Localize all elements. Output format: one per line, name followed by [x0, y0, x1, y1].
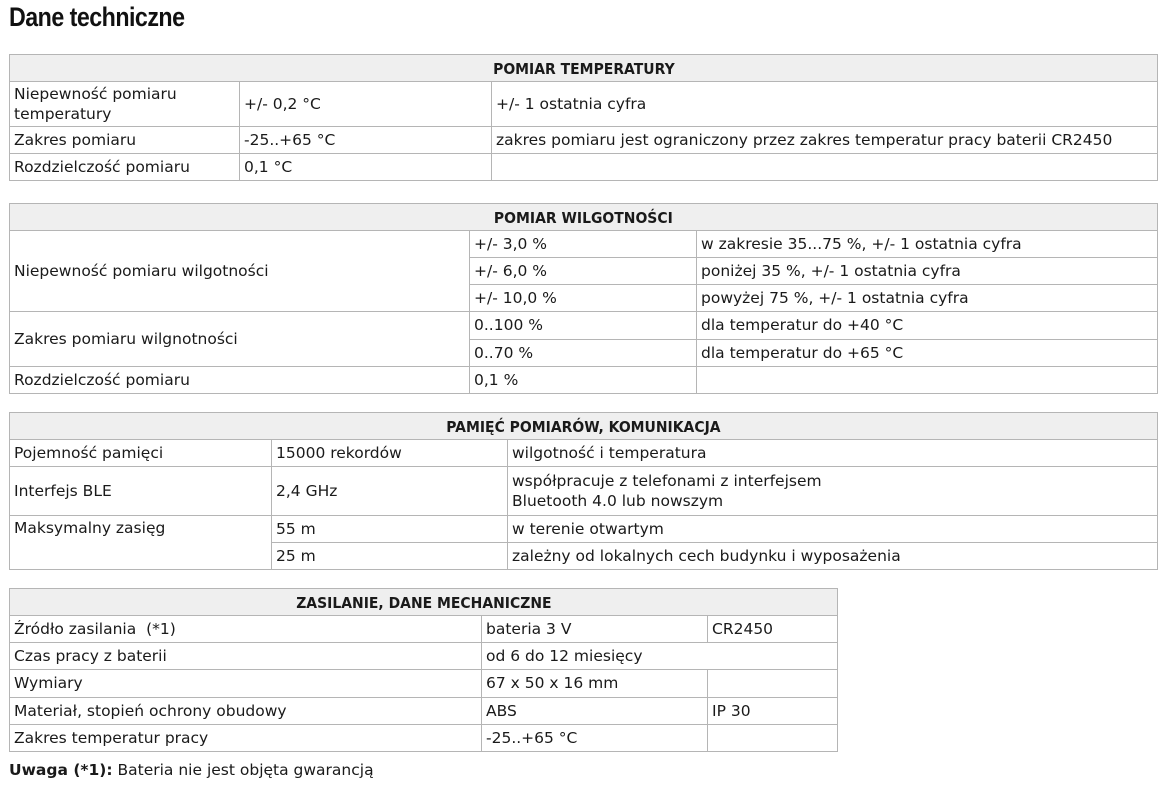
row-note: w zakresie 35...75 %, +/- 1 ostatnia cyfra [697, 231, 1158, 258]
row-value: 0,1 % [470, 367, 697, 394]
row-label: Maksymalny zasięg [10, 516, 272, 570]
row-label: Zakres pomiaru [10, 127, 240, 154]
humidity-table [9, 203, 1158, 394]
table-row [10, 516, 1158, 543]
footnote-text: Bateria nie jest objęta gwarancją [112, 761, 374, 779]
row-note [697, 367, 1158, 394]
row-label: Czas pracy z baterii [10, 643, 482, 670]
row-value: 55 m [272, 516, 508, 543]
row-label: Wymiary [10, 670, 482, 698]
row-value: +/- 6,0 % [470, 258, 697, 285]
table-row [10, 231, 1158, 258]
row-value: +/- 10,0 % [470, 285, 697, 312]
row-value: od 6 do 12 miesięcy [482, 643, 838, 670]
row-label: Pojemność pamięci [10, 440, 272, 467]
table-header: PAMIĘĆ POMIARÓW, KOMUNIKACJA [10, 413, 1158, 440]
row-note: poniżej 35 %, +/- 1 ostatnia cyfra [697, 258, 1158, 285]
row-note: zależny od lokalnych cech budynku i wyposażenia [508, 543, 1158, 570]
table-row [10, 670, 838, 698]
page-title: Dane techniczne [9, 2, 185, 32]
row-note-line: Bluetooth 4.0 lub nowszym [512, 492, 724, 510]
temperature-table [9, 54, 1158, 181]
row-value: 0..100 % [470, 312, 697, 340]
row-value: -25..+65 °C [240, 127, 492, 154]
footnote-label: Uwaga (*1): [9, 761, 113, 779]
table-row [10, 616, 838, 643]
table-header: ZASILANIE, DANE MECHANICZNE [10, 589, 838, 616]
table-row [10, 127, 1158, 154]
memory-table [9, 412, 1158, 570]
footnote [9, 761, 374, 779]
row-label: Niepewność pomiaru wilgotności [10, 231, 470, 312]
row-note-line: współpracuje z telefonami z interfejsem [512, 472, 822, 490]
row-value: ABS [482, 698, 708, 725]
table-row [10, 82, 1158, 127]
table-row [10, 725, 838, 752]
row-extra [708, 725, 838, 752]
row-value: 0,1 °C [240, 154, 492, 181]
row-value: +/- 3,0 % [470, 231, 697, 258]
row-label: Zakres temperatur pracy [10, 725, 482, 752]
row-extra: CR2450 [708, 616, 838, 643]
table-header: POMIAR TEMPERATURY [10, 55, 1158, 82]
table-row [10, 367, 1158, 394]
table-row [10, 643, 838, 670]
table-row [10, 312, 1158, 340]
row-note: wilgotność i temperatura [508, 440, 1158, 467]
row-note: zakres pomiaru jest ograniczony przez zakres temperatur pracy baterii CR2450 [492, 127, 1158, 154]
power-table [9, 588, 838, 752]
row-extra: IP 30 [708, 698, 838, 725]
row-value: -25..+65 °C [482, 725, 708, 752]
row-value: 15000 rekordów [272, 440, 508, 467]
row-label: Rozdzielczość pomiaru [10, 367, 470, 394]
row-note [492, 154, 1158, 181]
table-row [10, 154, 1158, 181]
table-row [10, 467, 1158, 516]
row-note: dla temperatur do +40 °C [697, 312, 1158, 340]
row-value: 25 m [272, 543, 508, 570]
table-row [10, 698, 838, 725]
row-label: Źródło zasilania (*1) [10, 616, 482, 643]
row-value: 0..70 % [470, 340, 697, 367]
row-value: bateria 3 V [482, 616, 708, 643]
row-note: powyżej 75 %, +/- 1 ostatnia cyfra [697, 285, 1158, 312]
row-note [508, 467, 1158, 516]
table-row [10, 440, 1158, 467]
row-value: 67 x 50 x 16 mm [482, 670, 708, 698]
row-note: +/- 1 ostatnia cyfra [492, 82, 1158, 127]
row-label: Niepewność pomiaru temperatury [10, 82, 240, 127]
row-note: w terenie otwartym [508, 516, 1158, 543]
table-header: POMIAR WILGOTNOŚCI [10, 204, 1158, 231]
row-label: Zakres pomiaru wilgnotności [10, 312, 470, 367]
row-label: Interfejs BLE [10, 467, 272, 516]
row-extra [708, 670, 838, 698]
row-value: 2,4 GHz [272, 467, 508, 516]
row-value: +/- 0,2 °C [240, 82, 492, 127]
row-label: Rozdzielczość pomiaru [10, 154, 240, 181]
row-note: dla temperatur do +65 °C [697, 340, 1158, 367]
row-label: Materiał, stopień ochrony obudowy [10, 698, 482, 725]
